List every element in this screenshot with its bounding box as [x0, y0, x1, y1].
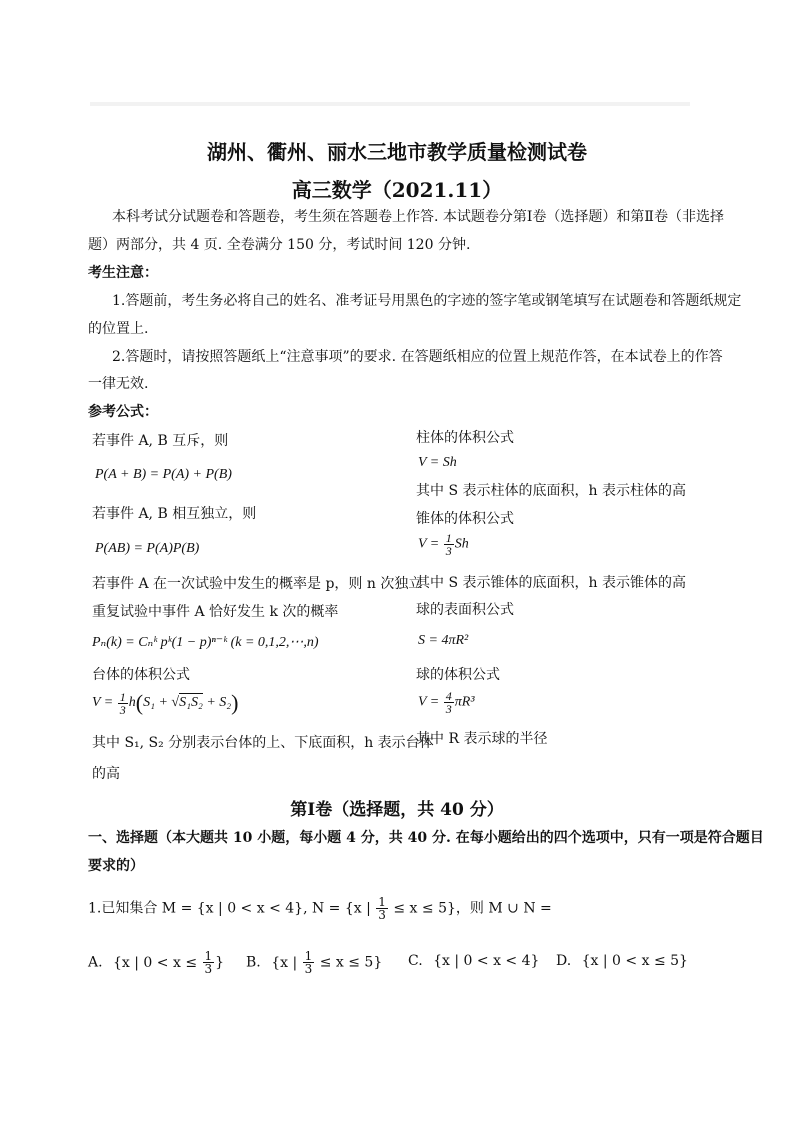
- frustum-sqrt: S₁S₂: [179, 695, 203, 711]
- frustum-tail: + S₂: [202, 695, 232, 711]
- indep-text: 若事件 A, B 相互独立，则: [92, 506, 257, 522]
- question-1-stem: [88, 896, 552, 921]
- option-b-label: B.: [246, 954, 261, 971]
- option-a-post: }: [215, 954, 225, 971]
- frustum-fraction: [118, 691, 128, 716]
- frustum-lhs: V =: [92, 695, 114, 711]
- indep-formula: P(AB) = P(A)P(B): [95, 541, 200, 556]
- binom-text-1: 若事件 A 在一次试验中发生的概率是 p，则 n 次独立: [92, 576, 423, 592]
- pyramid-num: 1: [445, 531, 452, 545]
- sphere-vol-text: 球的体积公式: [416, 667, 500, 683]
- pyramid-den: 3: [445, 544, 452, 558]
- header-rule: [90, 102, 690, 106]
- question-1-set-n-den: 3: [378, 908, 386, 922]
- frustum-close-paren: ): [231, 690, 239, 715]
- exam-subtitle: 高三数学（2021.11）: [291, 178, 503, 202]
- option-c[interactable]: [408, 952, 539, 970]
- question-1-set-n-pre: {x |: [344, 900, 376, 917]
- section-instructions-line-2: 要求的）: [88, 858, 144, 874]
- pyramid-note: 其中 S 表示锥体的底面积，h 表示锥体的高: [416, 575, 686, 591]
- sphere-note: 其中 R 表示球的半径: [416, 731, 548, 747]
- sphere-area-text: 球的表面积公式: [416, 602, 514, 618]
- option-b-num: 1: [304, 949, 313, 963]
- option-a-pre: {x | 0 < x ≤: [113, 954, 202, 971]
- notice-item-2-line-1: 2.答题时，请按照答题纸上“注意事项”的要求. 在答题纸相应的位置上规范作答，在本试卷上的作答: [112, 349, 723, 365]
- option-a[interactable]: [88, 950, 224, 975]
- frustum-den: 3: [119, 702, 126, 717]
- notice-item-2-line-2: 一律无效.: [88, 376, 149, 392]
- frustum-num: 1: [119, 689, 126, 704]
- sphere-vol-den: 3: [445, 702, 452, 716]
- frustum-note-1: 其中 S₁, S₂ 分别表示台体的上、下底面积，h 表示台体: [92, 735, 434, 751]
- frustum-text: 台体的体积公式: [92, 667, 190, 683]
- question-1-set-n-post: ≤ x ≤ 5}: [388, 900, 456, 917]
- option-c-text: {x | 0 < x < 4}: [433, 953, 540, 969]
- mutex-formula: P(A + B) = P(A) + P(B): [95, 467, 232, 482]
- prism-note: 其中 S 表示柱体的底面积，h 表示柱体的高: [416, 483, 686, 499]
- formulas-heading: 参考公式：: [88, 404, 158, 420]
- option-b-post: ≤ x ≤ 5}: [315, 954, 383, 971]
- option-b-den: 3: [304, 962, 313, 976]
- intro-line-2: 题）两部分，共 4 页. 全卷满分 150 分，考试时间 120 分钟.: [88, 237, 471, 253]
- frustum-formula: V = $\frac{1}{3}$ h(S₁ + √S₁S₂ + S₂): [92, 689, 239, 717]
- pyramid-fraction: [444, 532, 454, 557]
- question-1-set-n-num: 1: [378, 895, 386, 909]
- binom-text-2: 重复试验中事件 A 恰好发生 k 次的概率: [92, 604, 339, 620]
- prism-text: 柱体的体积公式: [416, 430, 514, 446]
- notice-item-1-line-1: 1.答题前，考生务必将自己的姓名、准考证号用黑色的字迹的签字笔或钢笔填写在试题卷和答题纸规定: [112, 293, 742, 309]
- frustum-note-2: 的高: [92, 766, 120, 782]
- sphere-area-formula: S = 4πR²: [418, 633, 469, 648]
- question-1-stem-pre: 1.已知集合 M = {x | 0 < x < 4}, N =: [88, 900, 345, 917]
- pyramid-text: 锥体的体积公式: [416, 511, 514, 527]
- question-1-stem-post: ，则 M ∪ N =: [455, 900, 552, 917]
- mutex-text: 若事件 A, B 互斥，则: [92, 433, 229, 449]
- notice-item-1-line-2: 的位置上.: [88, 321, 149, 337]
- option-d-text: {x | 0 < x ≤ 5}: [581, 953, 688, 969]
- sphere-vol-formula: [418, 690, 475, 715]
- sphere-vol-num: 4: [445, 689, 452, 703]
- option-a-num: 1: [204, 949, 213, 963]
- option-a-den: 3: [204, 962, 213, 976]
- pyramid-formula: [418, 532, 469, 557]
- option-c-label: C.: [408, 953, 423, 969]
- option-b-fraction: [303, 950, 315, 975]
- frustum-body: S₁ +: [143, 695, 172, 711]
- part1-heading: 第Ⅰ卷（选择题，共 40 分）: [290, 800, 504, 820]
- frustum-open-paren: (: [135, 690, 144, 715]
- pyramid-lhs: V =: [418, 536, 440, 552]
- option-d-label: D.: [556, 953, 572, 969]
- question-1-set-n-fraction: [376, 896, 388, 921]
- frustum-h: h: [128, 695, 136, 711]
- sphere-vol-fraction: [444, 690, 454, 715]
- section-instructions-line-1: 一、选择题（本大题共 10 小题，每小题 4 分，共 40 分. 在每小题给出的四个选项中，只有一项是符合题目: [88, 830, 764, 846]
- option-a-fraction: [203, 950, 215, 975]
- sphere-vol-lhs: V =: [418, 694, 440, 710]
- prism-formula: V = Sh: [418, 455, 457, 470]
- sphere-vol-rhs: πR³: [454, 694, 475, 710]
- option-b-pre: {x |: [271, 954, 302, 971]
- option-b[interactable]: [246, 950, 382, 975]
- intro-line-1: 本科考试分试题卷和答题卷，考生须在答题卷上作答. 本试题卷分第Ⅰ卷（选择题）和第Ⅱ卷（非选择: [112, 209, 724, 225]
- option-a-label: A.: [88, 954, 103, 971]
- option-d[interactable]: [556, 952, 688, 970]
- exam-title: 湖州、衢州、丽水三地市教学质量检测试卷: [207, 140, 587, 164]
- pyramid-rhs: Sh: [454, 536, 469, 552]
- notice-heading: 考生注意：: [88, 265, 158, 281]
- binom-formula: Pₙ(k) = Cₙᵏ pᵏ(1 − p)ⁿ⁻ᵏ (k = 0,1,2,⋯,n): [92, 635, 319, 650]
